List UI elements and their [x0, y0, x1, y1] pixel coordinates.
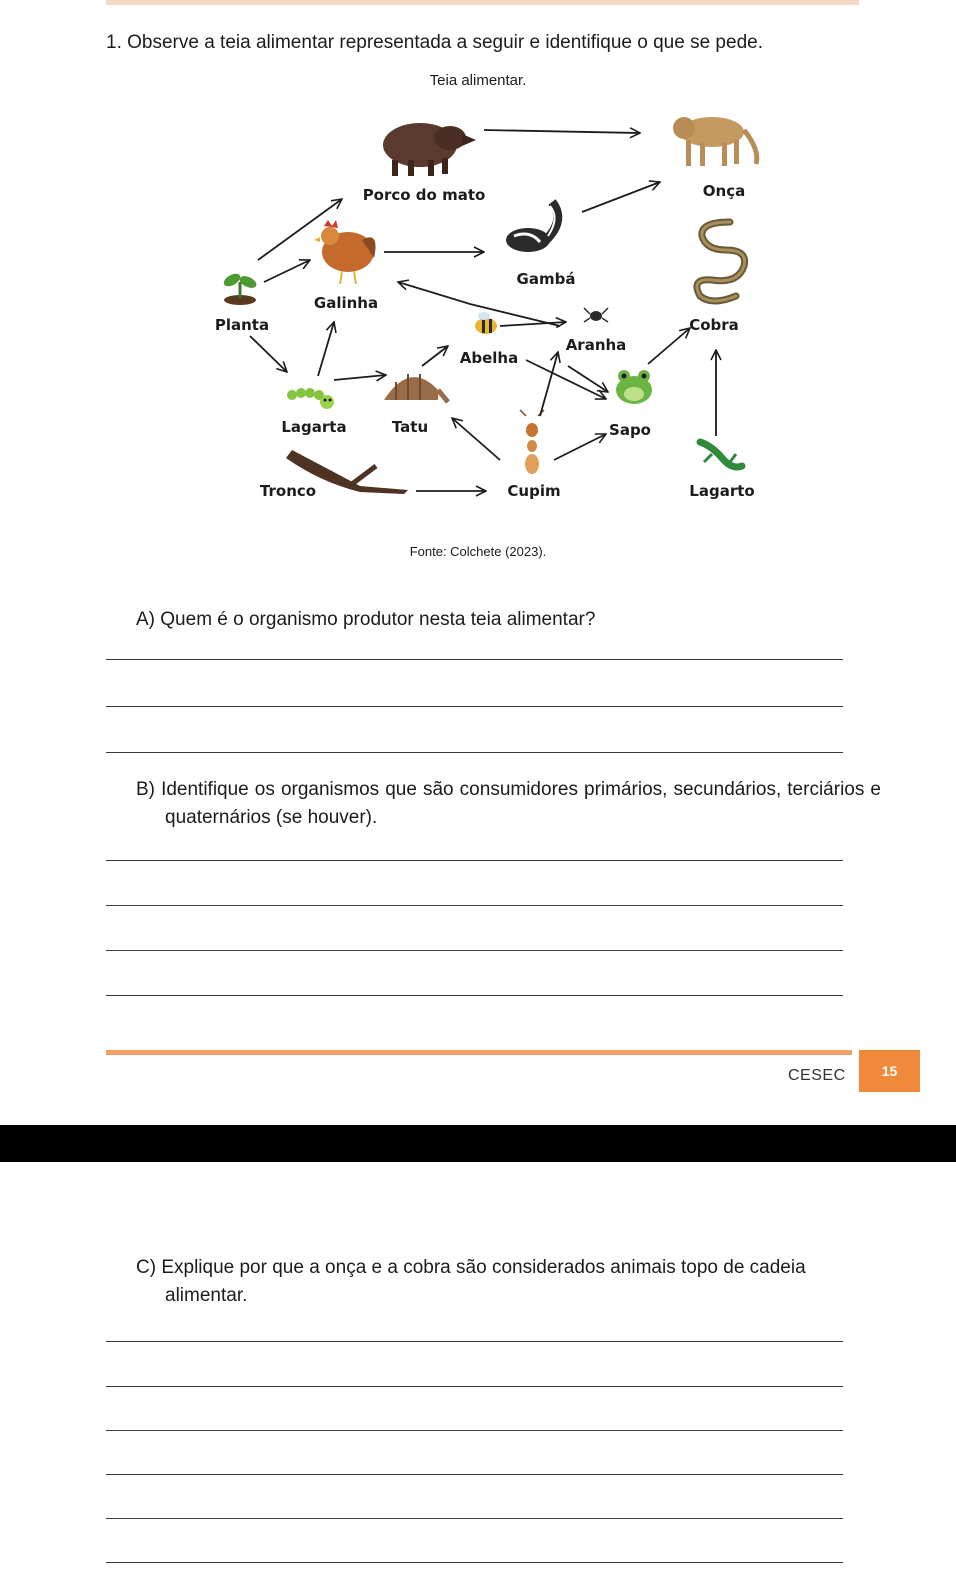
- arrow-sapo-to-cobra: [648, 328, 690, 364]
- arrow-cupim-to-sapo: [554, 434, 606, 460]
- label-abelha: Abelha: [459, 349, 519, 367]
- arrow-lagarta-to-tatu: [334, 375, 386, 380]
- food-web-diagram: [0, 90, 956, 530]
- arrow-planta-to-abelha: [422, 346, 448, 366]
- item-b-prompt: B) Identifique os organismos que são consumidores primários, secundários, terciários e quaternários (se houver).: [136, 779, 881, 828]
- label-galinha: Galinha: [313, 294, 379, 312]
- lizard-icon: [700, 442, 742, 467]
- label-onca: Onça: [702, 182, 746, 200]
- arrow-porco-to-onca: [484, 130, 640, 133]
- label-sapo: Sapo: [609, 421, 651, 439]
- arrow-cupim-to-tatu: [452, 418, 500, 460]
- termite-icon: [520, 410, 544, 474]
- figure-source: Fonte: Colchete (2023).: [409, 544, 547, 559]
- label-lagarta: Lagarta: [281, 418, 347, 436]
- answer-line-b-1[interactable]: [106, 860, 843, 861]
- label-lagarto: Lagarto: [689, 482, 755, 500]
- label-cobra: Cobra: [689, 316, 739, 334]
- answer-line-b-3[interactable]: [106, 950, 843, 951]
- answer-line-c-4[interactable]: [106, 1474, 843, 1475]
- footer-rule: [106, 1050, 852, 1055]
- skunk-icon: [506, 202, 558, 252]
- answer-line-c-3[interactable]: [106, 1430, 843, 1431]
- arrow-abelha-to-sapo: [526, 360, 606, 399]
- label-tatu: Tatu: [391, 418, 429, 436]
- answer-line-c-5[interactable]: [106, 1518, 843, 1519]
- armadillo-icon: [384, 374, 448, 402]
- arrow-planta-to-lagarta: [250, 336, 287, 372]
- caterpillar-icon: [287, 388, 334, 409]
- plant-icon: [222, 271, 259, 305]
- snake-icon: [697, 222, 745, 301]
- wild-boar-icon: [383, 123, 476, 176]
- page-break-bar: [0, 1125, 956, 1162]
- answer-line-c-2[interactable]: [106, 1386, 843, 1387]
- arrow-planta-to-galinha: [264, 260, 310, 282]
- page-number-badge: 15: [859, 1050, 920, 1092]
- arrow-aranha-to-galinha: [398, 282, 560, 326]
- bee-icon: [475, 312, 497, 334]
- answer-line-c-1[interactable]: [106, 1341, 843, 1342]
- top-rule: [106, 0, 859, 5]
- answer-line-a-3[interactable]: [106, 752, 843, 753]
- hen-icon: [314, 220, 376, 284]
- jaguar-icon: [673, 117, 757, 166]
- answer-line-a-1[interactable]: [106, 659, 843, 660]
- label-gamba: Gambá: [516, 270, 576, 288]
- label-planta: Planta: [214, 316, 270, 334]
- label-porco-do-mato: Porco do mato: [362, 186, 486, 204]
- answer-line-c-6[interactable]: [106, 1562, 843, 1563]
- frog-icon: [616, 370, 652, 404]
- answer-line-b-2[interactable]: [106, 905, 843, 906]
- answer-line-b-4[interactable]: [106, 995, 843, 996]
- item-c-prompt: C) Explique por que a onça e a cobra são considerados animais topo de cadeia alimentar.: [136, 1257, 806, 1306]
- arrow-cupim-to-aranha: [540, 352, 558, 416]
- footer-brand: CESEC: [788, 1067, 846, 1084]
- question-1: 1. Observe a teia alimentar representada a seguir e identifique o que se pede.: [106, 32, 763, 53]
- spider-icon: [584, 308, 608, 322]
- label-tronco: Tronco: [259, 482, 317, 500]
- label-cupim: Cupim: [507, 482, 561, 500]
- arrow-aranha-to-sapo: [568, 366, 608, 392]
- diagram-title: Teia alimentar.: [429, 72, 527, 89]
- arrow-lagarta-to-galinha: [318, 322, 334, 376]
- label-aranha: Aranha: [565, 336, 627, 354]
- item-a-prompt: A) Quem é o organismo produtor nesta teia alimentar?: [136, 609, 596, 630]
- answer-line-a-2[interactable]: [106, 706, 843, 707]
- arrow-gamba-to-onca: [582, 182, 660, 212]
